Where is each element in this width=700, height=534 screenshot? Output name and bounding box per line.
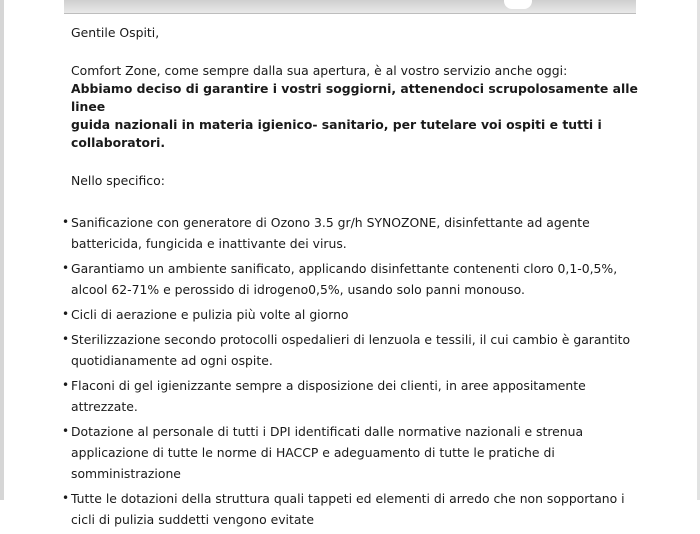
list-item (62, 304, 671, 325)
bullet-icon: • (62, 307, 70, 321)
intro-paragraph (71, 62, 671, 152)
bullet-icon: • (62, 378, 70, 392)
list-item-line: Sterilizzazione secondo protocolli ospedalieri di lenzuola e tessili, il cui cambio è garantito (71, 332, 631, 347)
bullet-icon: • (62, 424, 70, 438)
photo-highlight (504, 0, 532, 9)
list-item (62, 329, 671, 371)
bullet-icon: • (62, 215, 70, 229)
list-item-line: quotidianamente ad ogni ospite. (71, 353, 273, 368)
header-photo (64, 0, 636, 14)
list-item-line: attrezzate. (71, 399, 138, 414)
list-item-line: Dotazione al personale di tutti i DPI identificati dalle normative nazionali e strenua (71, 424, 584, 439)
list-item-line: Garantiamo un ambiente sanificato, applicando disinfettante contenenti cloro 0,1-0,5%, (71, 261, 618, 276)
commitment-line: guida nazionali in materia igienico- sanitario, per tutelare voi ospiti e tutti i collaboratori. (71, 117, 602, 150)
bullet-icon: • (62, 491, 70, 505)
list-item-line: applicazione di tutte le norme di HACCP e adeguamento di tutte le pratiche di (71, 445, 555, 460)
list-item-line: cicli di pulizia suddetti vengono evitate (71, 512, 314, 527)
list-item-line: Cicli di aerazione e pulizia più volte al giorno (71, 307, 349, 322)
list-item (62, 421, 671, 484)
list-item-line: Tutte le dotazioni della struttura quali tappeti ed elementi di arredo che non sopportano i (71, 491, 625, 506)
list-item (62, 375, 671, 417)
list-item (62, 488, 671, 530)
section-intro: Nello specifico: (71, 173, 165, 188)
intro-line: Comfort Zone, come sempre dalla sua apertura, è al vostro servizio anche oggi: (71, 63, 568, 78)
page-edge (0, 0, 4, 500)
list-item (62, 212, 671, 254)
list-item (62, 258, 671, 300)
measures-list (62, 212, 671, 530)
commitment-line: Abbiamo deciso di garantire i vostri soggiorni, attenendoci scrupolosamente alle linee (71, 81, 638, 114)
letter-body (62, 20, 671, 534)
list-item-line: somministrazione (71, 466, 181, 481)
greeting: Gentile Ospiti, (71, 25, 160, 40)
bullet-icon: • (62, 332, 70, 346)
bullet-icon: • (62, 261, 70, 275)
list-item-line: battericida, fungicida e inattivante dei virus. (71, 236, 347, 251)
list-item-line: Sanificazione con generatore di Ozono 3.5 gr/h SYNOZONE, disinfettante ad agente (71, 215, 590, 230)
list-item-line: Flaconi di gel igienizzante sempre a disposizione dei clienti, in aree appositamente (71, 378, 586, 393)
list-item-line: alcool 62-71% e perossido di idrogeno0,5%, usando solo panni monouso. (71, 282, 525, 297)
